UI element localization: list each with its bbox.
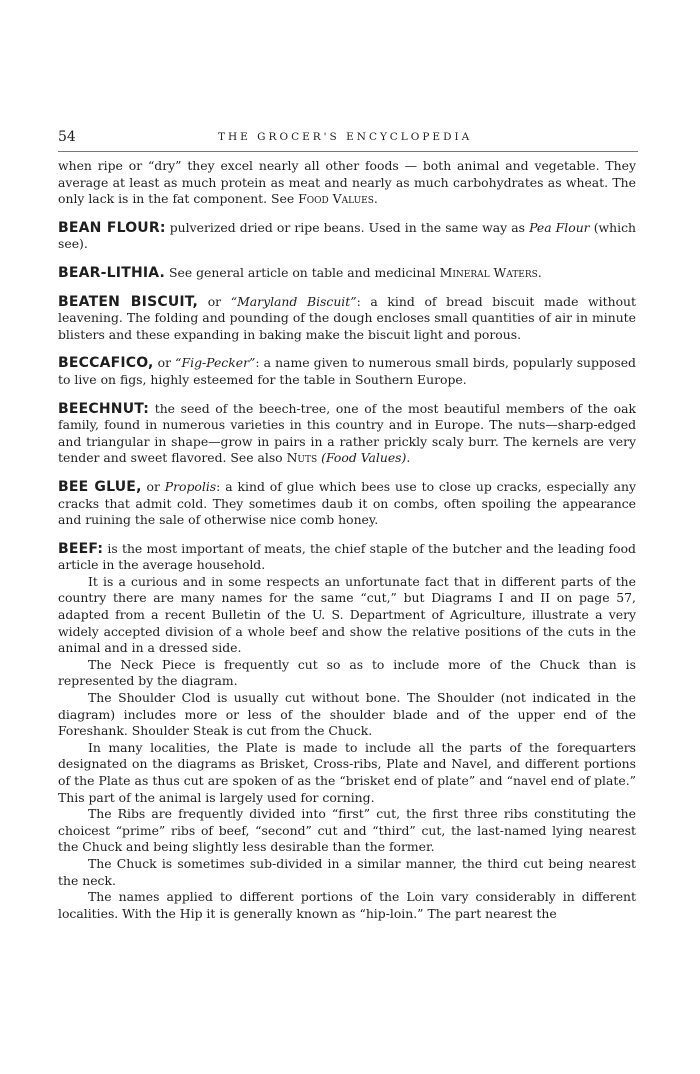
- alternate-name: “Fig-Pecker”: [175, 355, 256, 371]
- beef-paragraph: The Neck Piece is frequently cut so as to include more of the Chuck than is represented by the diagram.: [58, 656, 636, 689]
- entry-or: or: [153, 355, 176, 371]
- cross-reference: Pea Flour: [529, 219, 590, 235]
- entry-tail: (which see).: [58, 219, 637, 252]
- entry-text: pulverized dried or ripe beans. Used in the same way as: [165, 219, 530, 235]
- continuation-text: when ripe or “dry” they excel nearly all other foods — both animal and vegetable. They average at least as much protein as meat and nearly as much carbohydrates as wheat. The only lack is in the fat component. See: [58, 158, 636, 207]
- cross-reference-paren: (Food Values): [321, 450, 407, 466]
- cross-reference: Mineral Waters: [439, 264, 538, 280]
- running-title: THE GROCER'S ENCYCLOPEDIA: [218, 131, 473, 143]
- beef-paragraph: The Ribs are frequently divided into “first” cut, the first three ribs constituting the choicest “prime” ribs of beef, “second” cut and “third” cut, the last-named lying nearest the Chuck and being slightly less desirable than the former.: [58, 806, 636, 855]
- entry-bear-lithia: [58, 265, 636, 282]
- cross-reference: Food Values: [298, 191, 374, 207]
- entry-or: or: [198, 293, 231, 309]
- beef-paragraph: In many localities, the Plate is made to include all the parts of the forequarters designated on the diagrams as Brisket, Cross-ribs, Plate and Navel, and different portions of the Plate as thus cut are spoken of as the “brisket end of plate” and “navel end of plate.” This part of the animal is largely used for corning.: [58, 739, 636, 805]
- entry-bee-glue: [58, 479, 636, 529]
- beef-paragraph: The Shoulder Clod is usually cut without bone. The Shoulder (not indicated in the diagram) includes more or less of the shoulder blade and of the upper end of the Foreshank. Shoulder Steak is cut from the Chuck.: [58, 690, 636, 739]
- entry-bean-flour: [58, 220, 636, 253]
- entry-heading: BECCAFICO,: [58, 355, 154, 372]
- beef-paragraph: The names applied to different portions of the Loin vary considerably in different localities. With the Hip it is generally known as “hip-loin.” The part nearest the: [58, 889, 636, 921]
- entry-text: : a kind of bread biscuit made without leavening. The folding and pounding of the dough encloses small quantities of air in minute blisters and these expanding in baking make the biscuit light and porous.: [58, 293, 637, 342]
- entry-text: the seed of the beech-tree, one of the most beautiful members of the oak family, found in numerous varieties in this country and in Europe. The nuts—sharp-edged and triangular in shape—grow in pairs in a rather prickly scaly burr. The kernels are very tender and sweet flavored. See also: [58, 400, 636, 466]
- beef-paragraph: The Chuck is sometimes sub-divided in a similar manner, the third cut being nearest the neck.: [58, 855, 636, 888]
- entry-heading: BEECHNUT:: [58, 400, 150, 417]
- entry-heading: BEAN FLOUR:: [58, 219, 166, 236]
- running-header: [58, 129, 638, 152]
- alternate-name: “Maryland Biscuit”: [230, 293, 357, 309]
- page-body: [58, 158, 636, 922]
- entry-beef: [58, 541, 636, 923]
- continuation-tail: .: [373, 191, 378, 207]
- entry-heading: BEE GLUE,: [58, 478, 142, 495]
- beef-lead-paragraph: [58, 541, 636, 574]
- entry-text: See general article on table and medicinal: [165, 264, 440, 280]
- entry-beechnut: [58, 401, 636, 467]
- alternate-name: Propolis: [164, 478, 217, 494]
- cross-reference: Nuts: [286, 450, 318, 466]
- entry-heading: BEATEN BISCUIT,: [58, 293, 199, 310]
- entry-heading: BEAR-LITHIA.: [58, 264, 166, 281]
- entry-tail: .: [537, 264, 542, 280]
- beef-paragraph: It is a curious and in some respects an unfortunate fact that in different parts of the country there are many names for the same “cut,” but Diagrams I and II on page 57, adapted from a recent Bulletin of the U. S. Department of Agriculture, illustrate a very widely accepted division of a whole beef and show the relative positions of the cuts in the animal and in a dressed side.: [58, 573, 636, 656]
- entry-or: or: [141, 478, 165, 494]
- entry-text: : a name given to numerous small birds, popularly supposed to live on figs, highly esteemed for the table in Southern Europe.: [58, 355, 636, 387]
- entry-text: is the most important of meats, the chief staple of the butcher and the leading food article in the average household.: [58, 540, 636, 573]
- entry-beccafico: [58, 355, 636, 388]
- entry-tail: .: [406, 450, 411, 466]
- page-number: 54: [58, 129, 76, 145]
- entry-text: : a kind of glue which bees use to close up cracks, especially any cracks that admit cold. They sometimes daub it on combs, often spoiling the appearance and ruining the sale of otherwise nice comb honey.: [58, 478, 636, 528]
- entry-beaten-biscuit: [58, 294, 636, 344]
- entry-heading: BEEF:: [58, 540, 104, 557]
- continuation-paragraph: [58, 158, 636, 208]
